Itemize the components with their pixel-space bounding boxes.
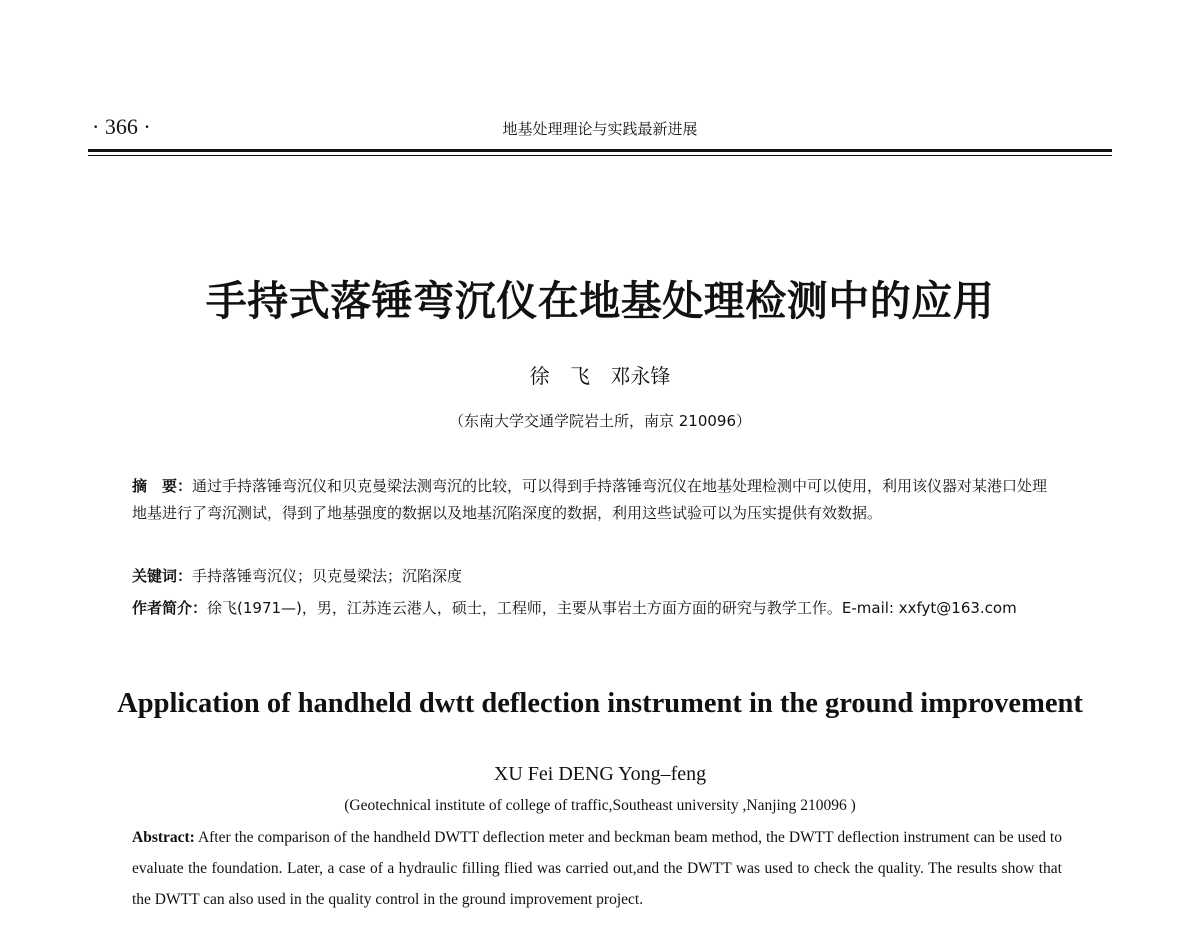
english-abstract-label: Abstract:	[132, 829, 195, 846]
header-rule-thick	[88, 149, 1112, 152]
chinese-keywords-label: 关键词：	[132, 567, 193, 585]
english-abstract	[132, 822, 1062, 915]
chinese-abstract-label: 摘 要：	[132, 477, 193, 495]
english-affiliation: (Geotechnical institute of college of traffic,Southeast university ,Nanjing 210096 )	[344, 797, 856, 814]
english-abstract-text: After the comparison of the handheld DWTT deflection meter and beckman beam method, the DWTT deflection instrument can be used to evaluate the foundation. Later, a case of a hydraulic filling flied was carried out,and the DWTT was used to check the quality. The results show that the DWTT can also used in the quality control in the ground improvement project.	[132, 829, 1062, 908]
chinese-authors: 徐 飞 邓永锋	[529, 364, 671, 388]
english-authors: XU Fei DENG Yong–feng	[493, 763, 707, 785]
chinese-affiliation: （东南大学交通学院岩土所，南京 210096）	[448, 412, 752, 430]
chinese-title: 手持式落锤弯沉仪在地基处理检测中的应用	[205, 277, 995, 325]
author-bio-label: 作者简介：	[132, 599, 208, 617]
header-rule-thin	[88, 155, 1112, 156]
chinese-keywords	[132, 563, 1062, 590]
chinese-abstract-text: 通过手持落锤弯沉仪和贝克曼梁法测弯沉的比较，可以得到手持落锤弯沉仪在地基处理检测中可以使用，利用该仪器对某港口处理地基进行了弯沉测试，得到了地基强度的数据以及地基沉陷深度的数据，利用这些试验可以为压实提供有效数据。	[132, 477, 1048, 522]
english-title: Application of handheld dwtt deflection instrument in the ground improvement	[117, 688, 1083, 719]
running-title: 地基处理理论与实践最新进展	[502, 120, 698, 138]
author-bio	[132, 595, 1062, 622]
chinese-abstract	[132, 473, 1062, 527]
author-bio-text: 徐飞(1971—)，男，江苏连云港人，硕士，工程师，主要从事岩土方面方面的研究与教学工作。E-mail: xxfyt@163.com	[207, 599, 1017, 617]
chinese-keywords-text: 手持落锤弯沉仪；贝克曼梁法；沉陷深度	[192, 567, 463, 585]
page-number: · 366 ·	[92, 114, 151, 139]
